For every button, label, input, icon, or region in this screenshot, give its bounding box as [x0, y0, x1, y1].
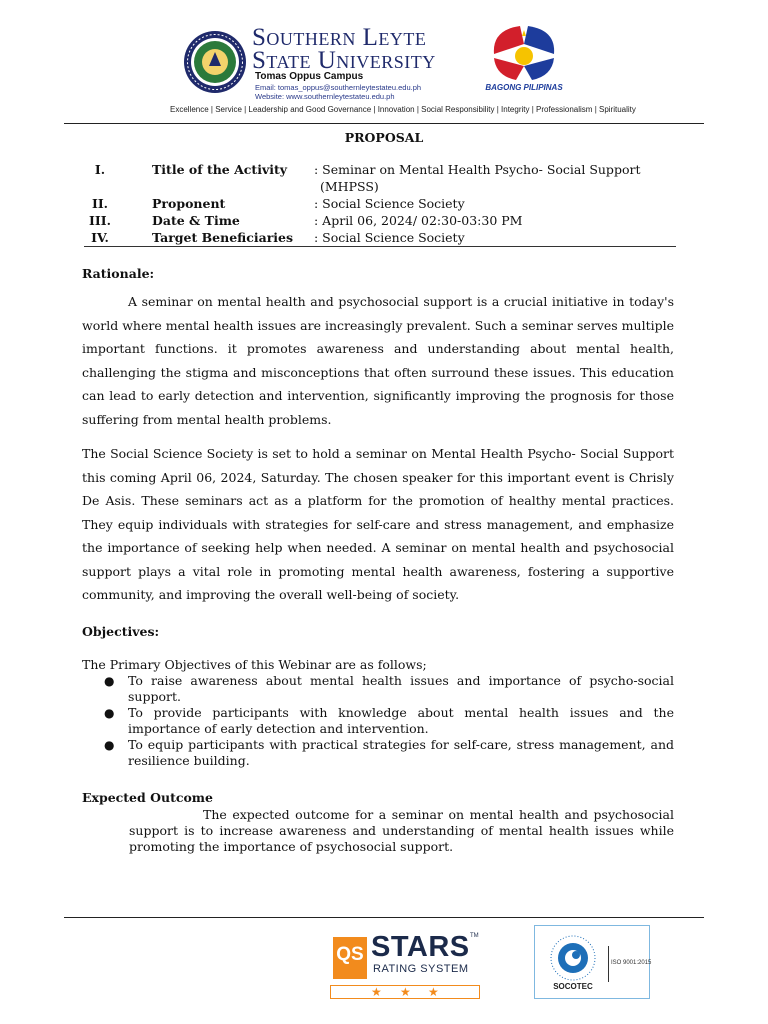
objectives-intro: The Primary Objectives of this Webinar are as follows;	[82, 657, 427, 672]
objectives-section	[82, 657, 674, 769]
info-label-2: Proponent	[152, 196, 226, 211]
document-title: PROPOSAL	[344, 130, 424, 145]
socotec-label: SOCOTEC	[553, 982, 593, 991]
objectives-list	[82, 673, 674, 769]
info-label-1: Title of the Activity	[152, 162, 287, 177]
objective-text-1: To raise awareness about mental health issues and importance of psycho-social support.	[128, 673, 674, 704]
info-value-1: : Seminar on Mental Health Psycho- Social Support	[314, 162, 641, 177]
stars-label: STARS	[371, 931, 470, 963]
university-name-line2: State University	[252, 47, 436, 74]
list-item	[82, 705, 674, 737]
iso-divider	[608, 946, 609, 982]
info-num-3: III.	[89, 213, 111, 228]
expected-outcome-heading: Expected Outcome	[82, 790, 213, 805]
info-value-1-cont: (MHPSS)	[320, 179, 379, 194]
objective-text-3: To equip participants with practical strategies for self-care, stress management, and resilience building.	[128, 737, 674, 768]
qs-label: QS	[336, 944, 364, 965]
info-value-2: : Social Science Society	[314, 196, 465, 211]
contact-block	[255, 83, 421, 101]
bullet-icon: ●	[104, 674, 115, 688]
bagong-pilipinas-label: BAGONG PILIPINAS	[485, 83, 563, 92]
university-name-line1: Southern Leyte	[252, 24, 427, 51]
rationale-heading: Rationale:	[82, 266, 155, 281]
rating-system-label: RATING SYSTEM	[373, 963, 469, 975]
star-icon: ★	[428, 985, 439, 999]
list-item	[82, 673, 674, 705]
university-seal-icon	[183, 30, 247, 94]
info-value-3: : April 06, 2024/ 02:30-03:30 PM	[314, 213, 523, 228]
socotec-certification-icon	[533, 924, 611, 986]
email-text: Email: tomas_oppus@southernleytestateu.edu.ph	[255, 83, 422, 92]
info-num-1: I.	[94, 162, 106, 177]
info-label-3: Date & Time	[152, 213, 240, 228]
header-divider	[64, 123, 704, 124]
objectives-heading: Objectives:	[82, 624, 160, 639]
core-values-line: Excellence | Service | Leadership and Good Governance | Innovation | Social Responsibility | Integrity | Professionalism | Spirituality	[170, 105, 636, 114]
expected-outcome-text: The expected outcome for a seminar on mental health and psychosocial support is to increase awareness and understanding of mental health issues while promoting the importance of psychosocial support.	[129, 807, 674, 854]
info-label-4: Target Beneficiaries	[152, 230, 294, 245]
list-item	[82, 737, 674, 769]
info-value-4: : Social Science Society	[314, 230, 465, 245]
bullet-icon: ●	[104, 738, 115, 752]
info-num-2: II.	[91, 196, 109, 211]
objective-text-2: To provide participants with knowledge about mental health issues and the importance of early detection and intervention.	[128, 705, 674, 736]
footer-divider	[64, 917, 704, 918]
star-icon: ★	[371, 985, 382, 999]
star-icon: ★	[400, 985, 411, 999]
iso-standard-label: ISO 9001:2015	[611, 960, 652, 966]
rationale-section	[82, 290, 674, 607]
bullet-icon: ●	[104, 706, 115, 720]
trademark-label: TM	[470, 933, 479, 939]
campus-name: Tomas Oppus Campus	[255, 71, 364, 82]
info-num-4: IV.	[91, 230, 109, 245]
website-text: Website: www.southernleytestateu.edu.ph	[255, 92, 395, 101]
info-table-underline	[84, 246, 676, 247]
rationale-paragraph-2: The Social Science Society is set to hold a seminar on Mental Health Psycho- Social Support this coming April 06, 2024, Saturday. The chosen speaker for this important event is Chrisly De Asis. These seminars act as a platform for the promotion of healthy mental practices. They equip individuals with strategies for self-care and stress management, and emphasize the importance of seeking help when needed. A seminar on mental health and psychosocial support plays a vital role in promoting mental health awareness, fostering a supportive community, and improving the overall well-being of society.	[82, 446, 674, 602]
rationale-paragraph-1: A seminar on mental health and psychosocial support is a crucial initiative in today's world where mental health issues are increasingly prevalent. Such a seminar serves multiple important functions. it promotes awareness and understanding about mental health, challenging the stigma and misconceptions that often surround these issues. This education can lead to early detection and intervention, significantly improving the prognosis for those suffering from mental health problems.	[82, 294, 674, 427]
